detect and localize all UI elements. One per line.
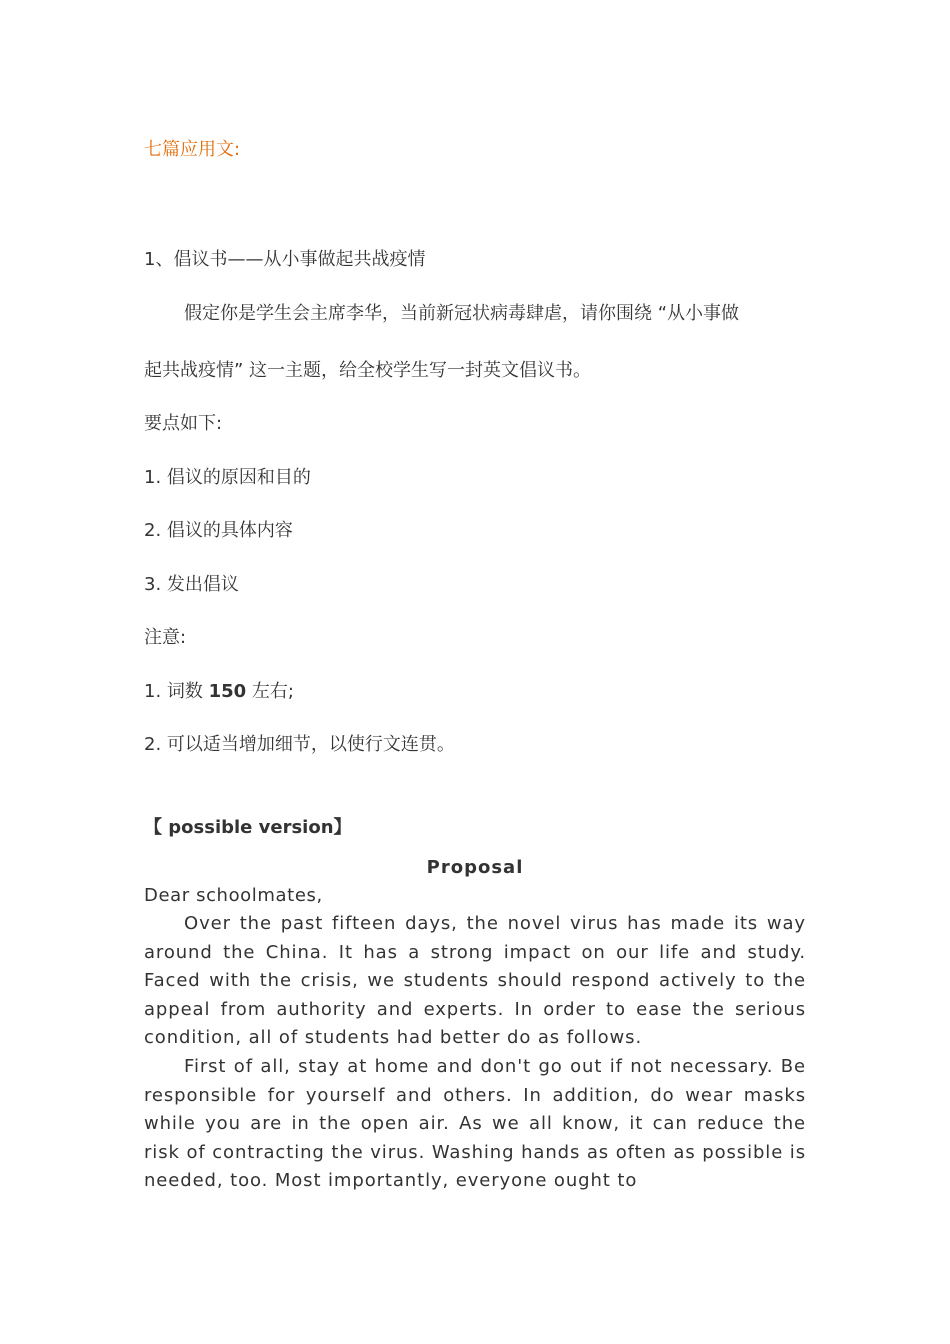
task-intro-line-1: 假定你是学生会主席李华，当前新冠状病毒肆虐，请你围绕 “从小事做 xyxy=(184,303,740,324)
essay-body xyxy=(144,910,806,1196)
note-1-suffix: 左右; xyxy=(246,681,294,702)
version-label: 【 possible version】 xyxy=(144,817,352,838)
essay-title: Proposal xyxy=(426,857,524,878)
point-item: 1. 倡议的原因和目的 xyxy=(144,467,311,488)
point-item: 3. 发出倡议 xyxy=(144,574,239,595)
note-1-number: 150 xyxy=(208,681,247,702)
note-1-prefix: 1. 词数 xyxy=(144,681,209,702)
note-item-word-count xyxy=(144,680,294,704)
essay-paragraph: First of all, stay at home and don't go out if not necessary. Be responsible for yourself and others. In addition, do wear masks while you are in the open air. As we all know, it can reduce the risk of contracting the virus. Washing hands as often as possible is needed, too. Most importantly, everyone ought to xyxy=(144,1055,806,1192)
note-label: 注意: xyxy=(144,627,187,648)
note-item-details: 2. 可以适当增加细节，以使行文连贯。 xyxy=(144,734,455,755)
point-item: 2. 倡议的具体内容 xyxy=(144,520,293,541)
task-heading: 1、倡议书——从小事做起共战疫情 xyxy=(144,249,426,270)
points-label: 要点如下: xyxy=(144,413,223,434)
section-title: 七篇应用文: xyxy=(144,139,241,160)
essay-salutation: Dear schoolmates, xyxy=(144,885,323,906)
essay-paragraph: Over the past fifteen days, the novel virus has made its way around the China. It has a strong impact on our life and study. Faced with the crisis, we students should respond actively to the appeal from authority and experts. In order to ease the serious condition, all of students had better do as follows. xyxy=(144,913,806,1049)
task-intro-line-2: 起共战疫情” 这一主题，给全校学生写一封英文倡议书。 xyxy=(144,360,592,381)
